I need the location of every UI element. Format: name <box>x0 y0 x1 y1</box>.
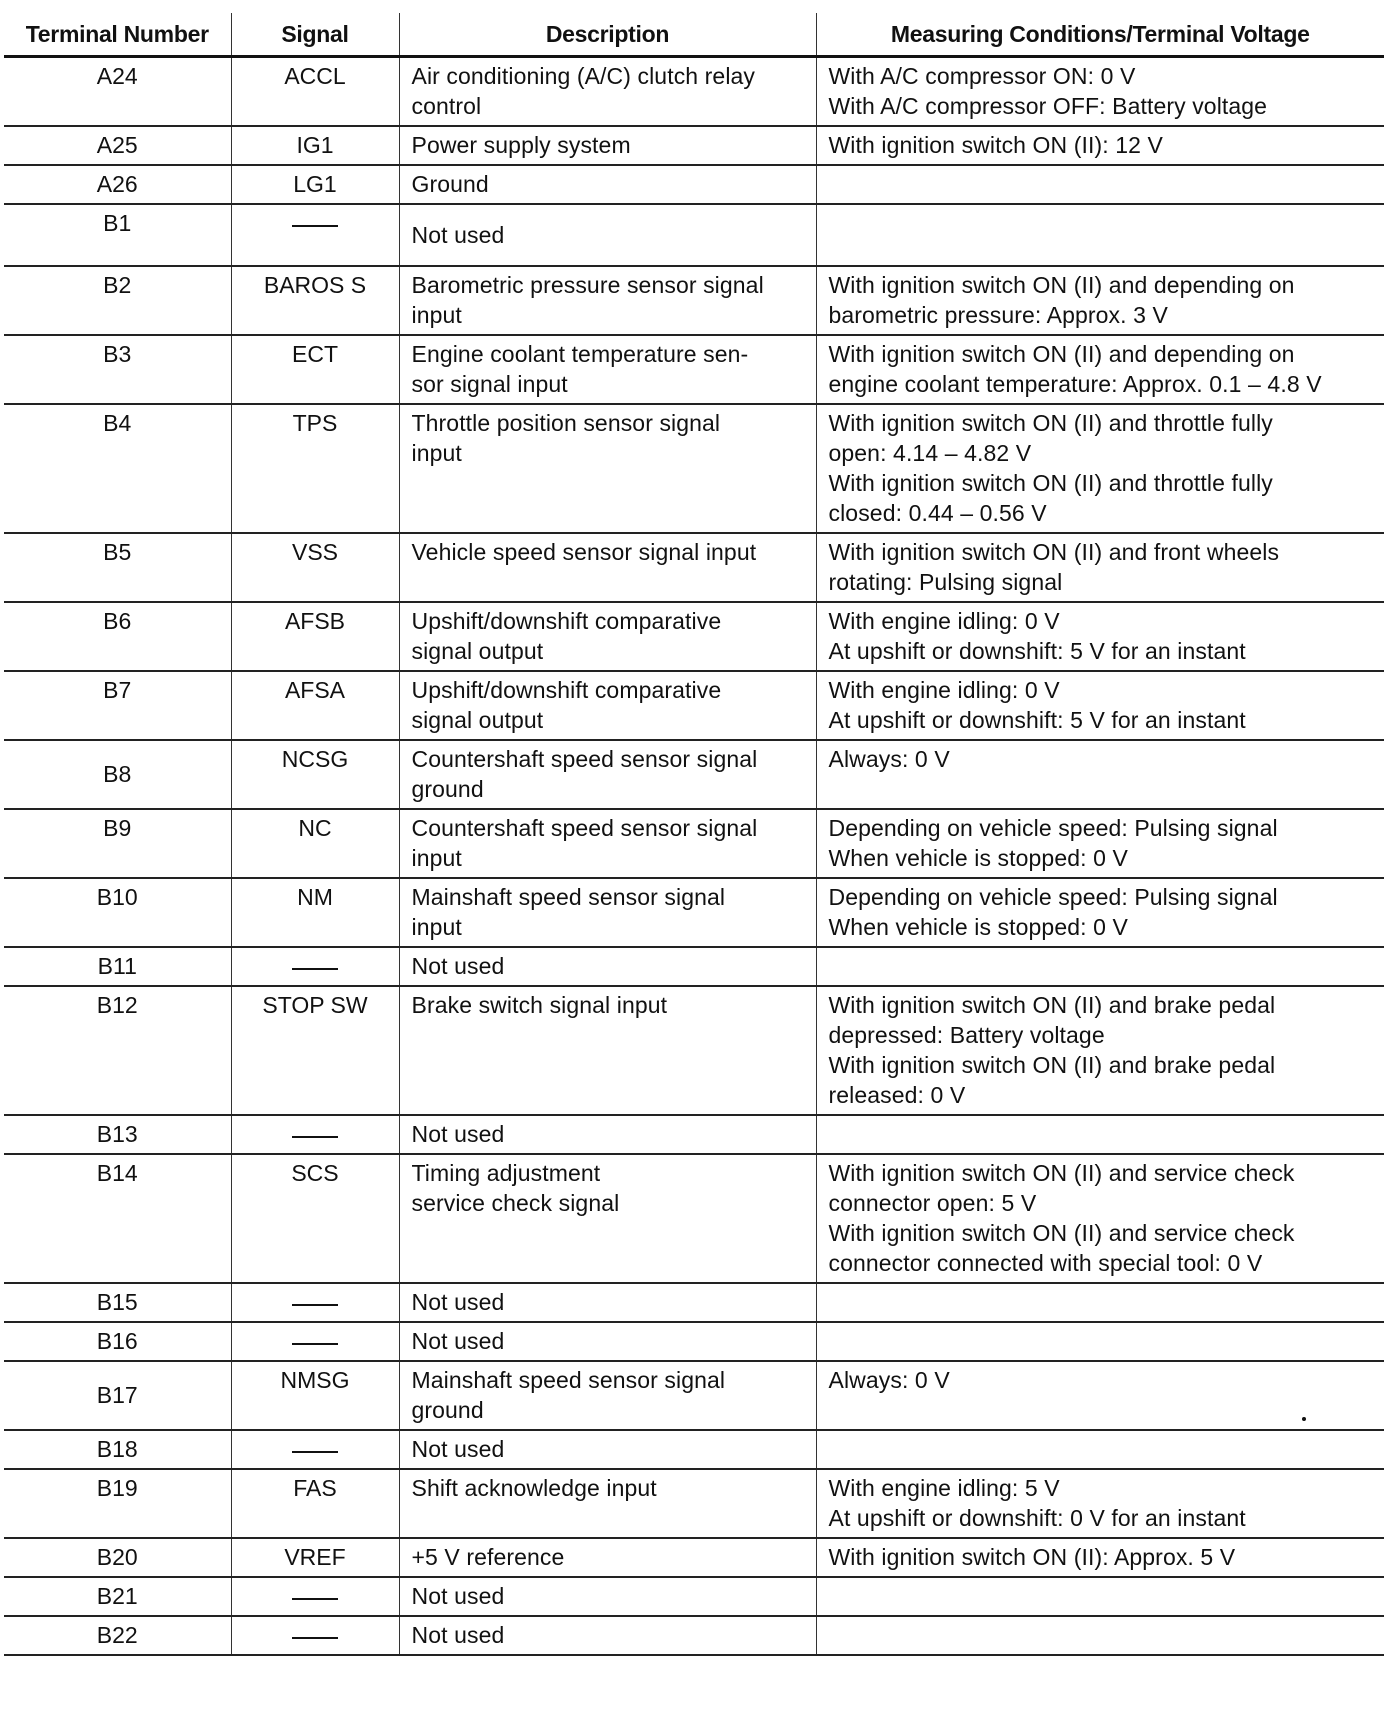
em-dash <box>292 1637 338 1639</box>
em-dash <box>292 1136 338 1138</box>
condition-line: connector open: 5 V <box>828 1190 1037 1216</box>
description-line: Not used <box>411 221 505 248</box>
table-row <box>4 204 1384 266</box>
table-row <box>4 126 1384 165</box>
signal-name: NC <box>231 809 399 878</box>
description-line: Not used <box>411 1436 505 1462</box>
signal-name: SCS <box>231 1154 399 1283</box>
condition-line: With ignition switch ON (II): 12 V <box>828 132 1163 158</box>
description <box>399 1361 816 1430</box>
terminal-number: B20 <box>4 1538 231 1577</box>
condition-line: barometric pressure: Approx. 3 V <box>828 302 1168 328</box>
signal-name <box>231 204 399 266</box>
description <box>399 533 816 602</box>
description <box>399 671 816 740</box>
measuring-conditions <box>816 165 1384 204</box>
description <box>399 266 816 335</box>
table-row <box>4 165 1384 204</box>
condition-line: With ignition switch ON (II) and depending on <box>828 341 1295 367</box>
table-row <box>4 1430 1384 1469</box>
condition-line: With ignition switch ON (II) and brake pedal <box>828 1052 1276 1078</box>
condition-line: When vehicle is stopped: 0 V <box>828 914 1128 940</box>
description-line: Air conditioning (A/C) clutch relay <box>411 63 756 89</box>
condition-line: Always: 0 V <box>828 1367 950 1393</box>
condition-line: With ignition switch ON (II) and service check <box>828 1160 1295 1186</box>
description <box>399 1283 816 1322</box>
condition-line: Always: 0 V <box>828 746 950 772</box>
table-header <box>4 13 1384 57</box>
measuring-conditions <box>816 671 1384 740</box>
description <box>399 740 816 809</box>
terminal-number: B1 <box>4 204 231 266</box>
description <box>399 404 816 533</box>
condition-line: With ignition switch ON (II) and brake pedal <box>828 992 1276 1018</box>
signal-name: VSS <box>231 533 399 602</box>
measuring-conditions <box>816 57 1384 127</box>
em-dash <box>292 1304 338 1306</box>
terminal-number: B21 <box>4 1577 231 1616</box>
table-row <box>4 740 1384 809</box>
em-dash <box>292 225 338 227</box>
description-line: Upshift/downshift comparative <box>411 608 722 634</box>
description <box>399 947 816 986</box>
terminal-number: B2 <box>4 266 231 335</box>
table-row <box>4 1283 1384 1322</box>
em-dash <box>292 968 338 970</box>
condition-line: open: 4.14 – 4.82 V <box>828 440 1032 466</box>
measuring-conditions <box>816 204 1384 266</box>
description-line: Not used <box>411 953 505 979</box>
measuring-conditions <box>816 809 1384 878</box>
measuring-conditions <box>816 1538 1384 1577</box>
signal-name: VREF <box>231 1538 399 1577</box>
table-row <box>4 602 1384 671</box>
description <box>399 602 816 671</box>
table-row <box>4 809 1384 878</box>
terminal-number: B7 <box>4 671 231 740</box>
description-line: Timing adjustment <box>411 1160 601 1186</box>
table-row <box>4 671 1384 740</box>
terminal-number: B11 <box>4 947 231 986</box>
description-line: service check signal <box>411 1190 620 1216</box>
description-line: Vehicle speed sensor signal input <box>411 539 757 565</box>
terminal-number: B9 <box>4 809 231 878</box>
terminal-number: B17 <box>4 1361 231 1430</box>
description-line: Not used <box>411 1289 505 1315</box>
measuring-conditions <box>816 1469 1384 1538</box>
terminal-number: A25 <box>4 126 231 165</box>
em-dash <box>292 1343 338 1345</box>
description <box>399 1577 816 1616</box>
description <box>399 1469 816 1538</box>
signal-name: STOP SW <box>231 986 399 1115</box>
description-line: ground <box>411 1397 484 1423</box>
measuring-conditions <box>816 1577 1384 1616</box>
condition-line: When vehicle is stopped: 0 V <box>828 845 1128 871</box>
description <box>399 1430 816 1469</box>
condition-line: With ignition switch ON (II) and throttle fully <box>828 470 1273 496</box>
table-row <box>4 533 1384 602</box>
signal-name <box>231 1115 399 1154</box>
terminal-number: B15 <box>4 1283 231 1322</box>
measuring-conditions <box>816 1322 1384 1361</box>
condition-line: With engine idling: 5 V <box>828 1475 1060 1501</box>
description-line: Not used <box>411 1328 505 1354</box>
measuring-conditions <box>816 1616 1384 1655</box>
terminal-number: B5 <box>4 533 231 602</box>
description-line: Upshift/downshift comparative <box>411 677 722 703</box>
description-line: Countershaft speed sensor signal <box>411 815 758 841</box>
signal-name <box>231 1577 399 1616</box>
description-line: Ground <box>411 171 489 197</box>
measuring-conditions <box>816 878 1384 947</box>
table-row <box>4 878 1384 947</box>
table-row <box>4 335 1384 404</box>
measuring-conditions <box>816 126 1384 165</box>
description-line: Power supply system <box>411 132 631 158</box>
description-line: Not used <box>411 1622 505 1648</box>
signal-name <box>231 1322 399 1361</box>
description-line: Brake switch signal input <box>411 992 668 1018</box>
description <box>399 1322 816 1361</box>
description <box>399 57 816 127</box>
description-line: Mainshaft speed sensor signal <box>411 1367 726 1393</box>
signal-name: AFSA <box>231 671 399 740</box>
condition-line: Depending on vehicle speed: Pulsing signal <box>828 884 1278 910</box>
table-row <box>4 1154 1384 1283</box>
condition-line: With engine idling: 0 V <box>828 677 1060 703</box>
condition-line: With ignition switch ON (II) and depending on <box>828 272 1295 298</box>
condition-line: connector connected with special tool: 0 V <box>828 1250 1263 1276</box>
header-row <box>4 13 1384 57</box>
condition-line: With A/C compressor OFF: Battery voltage <box>828 93 1268 119</box>
condition-line: At upshift or downshift: 5 V for an instant <box>828 707 1246 733</box>
condition-line: depressed: Battery voltage <box>828 1022 1105 1048</box>
signal-name: LG1 <box>231 165 399 204</box>
table-row <box>4 266 1384 335</box>
em-dash <box>292 1451 338 1453</box>
description-line: Shift acknowledge input <box>411 1475 657 1501</box>
table-row <box>4 1538 1384 1577</box>
condition-line: released: 0 V <box>828 1082 966 1108</box>
terminal-number: B18 <box>4 1430 231 1469</box>
measuring-conditions <box>816 1154 1384 1283</box>
terminal-number: B22 <box>4 1616 231 1655</box>
condition-line: Depending on vehicle speed: Pulsing signal <box>828 815 1278 841</box>
measuring-conditions <box>816 1430 1384 1469</box>
condition-line: With ignition switch ON (II) and front wheels <box>828 539 1280 565</box>
description-line: Not used <box>411 1121 505 1147</box>
description-line: Mainshaft speed sensor signal <box>411 884 726 910</box>
description <box>399 335 816 404</box>
condition-line: With ignition switch ON (II) and throttle fully <box>828 410 1273 436</box>
description-line: Not used <box>411 1583 505 1609</box>
terminal-number: B14 <box>4 1154 231 1283</box>
measuring-conditions <box>816 602 1384 671</box>
table-row <box>4 1577 1384 1616</box>
table-row <box>4 404 1384 533</box>
description-line: Countershaft speed sensor signal <box>411 746 758 772</box>
terminal-table <box>4 13 1384 1656</box>
measuring-conditions <box>816 1283 1384 1322</box>
table-row <box>4 986 1384 1115</box>
description-line: ground <box>411 776 484 802</box>
terminal-number: B12 <box>4 986 231 1115</box>
description-line: signal output <box>411 638 544 664</box>
terminal-number: B10 <box>4 878 231 947</box>
signal-name <box>231 1616 399 1655</box>
signal-name <box>231 1430 399 1469</box>
description-line: signal output <box>411 707 544 733</box>
terminal-number: B6 <box>4 602 231 671</box>
description-line: sor signal input <box>411 371 568 397</box>
description <box>399 986 816 1115</box>
description-line: input <box>411 845 462 871</box>
terminal-number: B16 <box>4 1322 231 1361</box>
header-description: Description <box>399 13 816 57</box>
measuring-conditions <box>816 1361 1384 1430</box>
signal-name: NMSG <box>231 1361 399 1430</box>
terminal-number: B8 <box>4 740 231 809</box>
measuring-conditions <box>816 1115 1384 1154</box>
em-dash <box>292 1598 338 1600</box>
measuring-conditions <box>816 947 1384 986</box>
signal-name: FAS <box>231 1469 399 1538</box>
table-row <box>4 1361 1384 1430</box>
description-line: input <box>411 302 462 328</box>
table-row <box>4 947 1384 986</box>
header-terminal-number: Terminal Number <box>4 13 231 57</box>
signal-name: ECT <box>231 335 399 404</box>
table-row <box>4 1322 1384 1361</box>
description <box>399 126 816 165</box>
description <box>399 204 816 266</box>
description <box>399 1616 816 1655</box>
condition-line: rotating: Pulsing signal <box>828 569 1063 595</box>
measuring-conditions <box>816 986 1384 1115</box>
terminal-number: B13 <box>4 1115 231 1154</box>
signal-name <box>231 1283 399 1322</box>
header-signal: Signal <box>231 13 399 57</box>
description <box>399 1154 816 1283</box>
signal-name <box>231 947 399 986</box>
table-body <box>4 57 1384 1656</box>
condition-line: With engine idling: 0 V <box>828 608 1060 634</box>
description-line: control <box>411 93 482 119</box>
condition-line: At upshift or downshift: 5 V for an instant <box>828 638 1246 664</box>
table-row <box>4 57 1384 127</box>
signal-name: NCSG <box>231 740 399 809</box>
description <box>399 165 816 204</box>
description-line: Throttle position sensor signal <box>411 410 721 436</box>
condition-line: With A/C compressor ON: 0 V <box>828 63 1136 89</box>
description-line: +5 V reference <box>411 1544 565 1570</box>
measuring-conditions <box>816 740 1384 809</box>
signal-name: BAROS S <box>231 266 399 335</box>
description-line: input <box>411 440 462 466</box>
description <box>399 1538 816 1577</box>
measuring-conditions <box>816 266 1384 335</box>
description <box>399 878 816 947</box>
condition-line: At upshift or downshift: 0 V for an instant <box>828 1505 1246 1531</box>
table-row <box>4 1115 1384 1154</box>
terminal-number: A26 <box>4 165 231 204</box>
table-row <box>4 1469 1384 1538</box>
signal-name: NM <box>231 878 399 947</box>
condition-line: With ignition switch ON (II) and service check <box>828 1220 1295 1246</box>
description <box>399 1115 816 1154</box>
description-line: Engine coolant temperature sen- <box>411 341 749 367</box>
measuring-conditions <box>816 533 1384 602</box>
description-line: Barometric pressure sensor signal <box>411 272 764 298</box>
signal-name: AFSB <box>231 602 399 671</box>
signal-name: IG1 <box>231 126 399 165</box>
signal-name: ACCL <box>231 57 399 127</box>
terminal-number: A24 <box>4 57 231 127</box>
stray-dot <box>1302 1417 1306 1421</box>
description <box>399 809 816 878</box>
measuring-conditions <box>816 335 1384 404</box>
table-row <box>4 1616 1384 1655</box>
measuring-conditions <box>816 404 1384 533</box>
condition-line: With ignition switch ON (II): Approx. 5 V <box>828 1544 1236 1570</box>
description-line: input <box>411 914 462 940</box>
condition-line: engine coolant temperature: Approx. 0.1 – 4.8 V <box>828 371 1322 397</box>
signal-name: TPS <box>231 404 399 533</box>
header-measuring-conditions: Measuring Conditions/Terminal Voltage <box>816 13 1384 57</box>
terminal-number: B19 <box>4 1469 231 1538</box>
terminal-number: B4 <box>4 404 231 533</box>
condition-line: closed: 0.44 – 0.56 V <box>828 500 1047 526</box>
terminal-number: B3 <box>4 335 231 404</box>
